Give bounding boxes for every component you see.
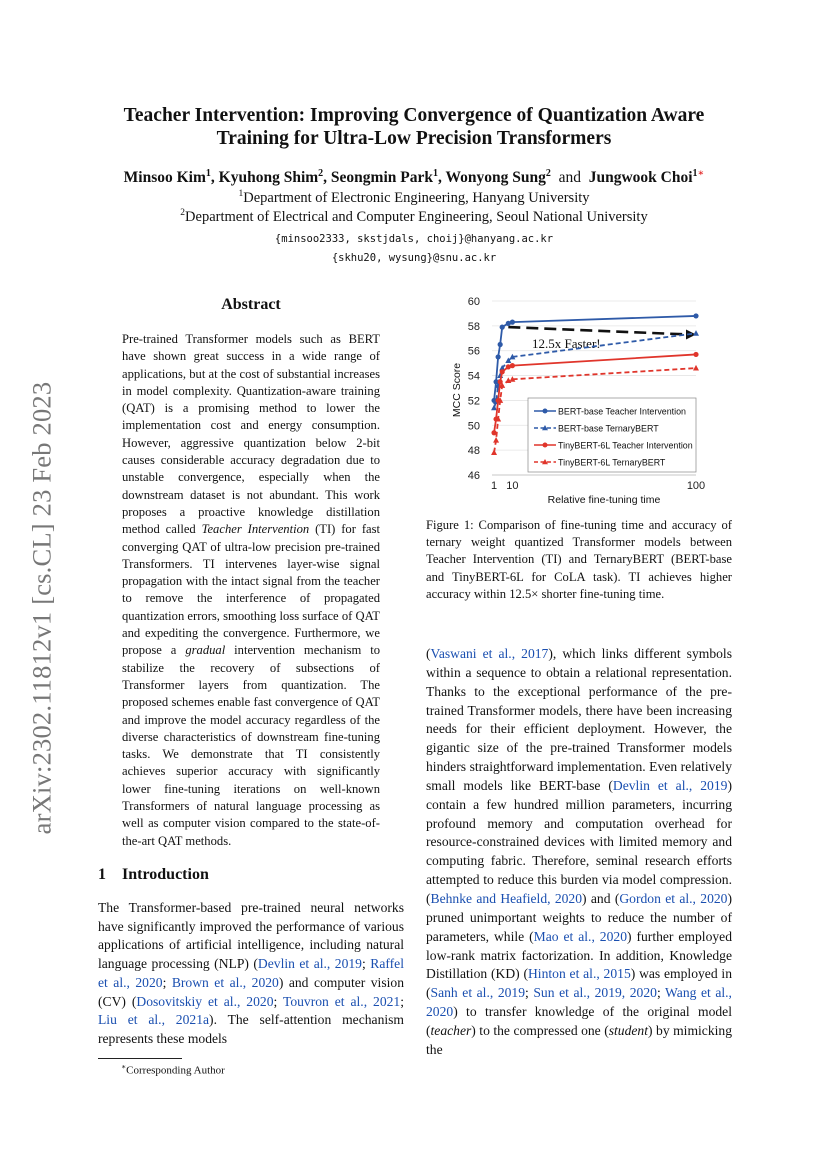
data-point [693, 330, 699, 336]
y-tick-label: 58 [467, 320, 480, 333]
legend-label: TinyBERT-6L TernaryBERT [558, 457, 666, 468]
body-text: ) and ( [582, 890, 620, 906]
author-list [60, 168, 768, 187]
emphasis-text: teacher [430, 1022, 472, 1038]
author: Minsoo Kim$^1$, [123, 168, 219, 187]
x-tick-label: 1 [490, 480, 498, 492]
citation-link[interactable]: Liu et al., 2021a [98, 1012, 210, 1028]
legend-label: BERT-base Teacher Intervention [558, 406, 686, 417]
body-text: ) to transfer knowledge of the original model ( [426, 1004, 732, 1038]
author: Jungwook Choi$^{1∗}$ [588, 168, 705, 187]
introduction-paragraph [98, 899, 404, 1049]
series-line [494, 316, 696, 401]
author: Wonyong Sung$^2$ [445, 168, 551, 187]
x-tick-label: 100 [686, 480, 706, 492]
y-tick-label: 54 [467, 370, 480, 383]
data-point [498, 342, 503, 347]
footnote-rule [98, 1058, 182, 1059]
y-tick-label: 56 [467, 345, 480, 358]
arxiv-sidebar-stamp [22, 368, 62, 848]
body-text: ; [656, 985, 666, 1001]
citation-link[interactable]: Hinton et al., 2015 [527, 966, 631, 982]
citation-link[interactable]: Devlin et al., 2019 [612, 777, 728, 793]
data-point [693, 365, 699, 371]
email-line-2: {skhu20, wysung}@snu.ac.kr [331, 252, 497, 264]
data-point [493, 437, 499, 443]
body-text: ; [400, 993, 404, 1009]
figure-1-caption: Figure 1: Comparison of fine-tuning time and accuracy of ternary weight quantized Transformer models between Teacher Intervention (TI) and TernaryBERT (BERT-base and TinyBERT-6L for CoLA task). TI achieves higher accuracy within 12.5× shorter fine-tuning time. [426, 518, 732, 601]
y-tick-label: 48 [467, 445, 480, 458]
legend-label: TinyBERT-6L Teacher Intervention [558, 440, 693, 451]
footnote: ∗Corresponding Author [121, 1062, 225, 1077]
title-line-2: Training for Ultra-Low Precision Transformers [216, 128, 612, 149]
y-tick-label: 50 [467, 420, 480, 433]
body-text: ; [273, 993, 283, 1009]
citation-link[interactable]: Touvron et al., 2021 [282, 993, 401, 1009]
data-point [693, 352, 698, 357]
body-text: ) contain a few hundred million parameters, incurring profound memory and computation overhead for resource-constrained devices with limited memory and computing fabric. Therefore, seminal research efforts attempted to reduce this burden via model compression. ( [426, 777, 732, 906]
y-tick-label: 60 [467, 296, 480, 308]
data-point [496, 354, 501, 359]
corresponding-mark[interactable]: ∗ [697, 168, 705, 179]
abstract-heading: Abstract [221, 296, 281, 313]
body-text: ) by mimicking the [426, 1022, 732, 1057]
data-point [491, 405, 497, 411]
body-text: ). The self-attention mechanism represents these models [98, 1012, 405, 1046]
section-number: 1 [98, 866, 106, 883]
body-text: ) pruned unimportant weights to reduce the number of parameters, while ( [426, 890, 732, 944]
data-point [693, 313, 698, 318]
body-text: ), which links different symbols within a sequence to obtain a relational representation. Thanks to the exceptional performance of the pre-trained Transformer models, there have been increasing needs for their efficient deployment. However, the gigantic size of the pre-trained Transformer models hinders straightforward implementation. Even relatively small models like BERT-base ( [426, 646, 732, 793]
body-text: ( [426, 646, 431, 661]
data-point [510, 320, 515, 325]
body-text: ) to the compressed one ( [471, 1022, 609, 1038]
body-text: ) and computer vision (CV) ( [98, 974, 404, 1009]
citation-link[interactable]: Vaswani et al., 2017 [430, 646, 549, 661]
title-line-1: Teacher Intervention: Improving Convergence of Quantization Aware [123, 105, 705, 126]
citation-link[interactable]: Brown et al., 2020 [171, 974, 279, 990]
y-tick-label: 46 [467, 470, 480, 482]
citation-link[interactable]: Sanh et al., 2019 [430, 985, 526, 1001]
legend-swatch-marker [543, 443, 548, 448]
citation-link[interactable]: Behnke and Heafield, 2020 [430, 890, 583, 906]
author: Seongmin Park$^1$, [330, 168, 446, 187]
speedup-arrow-line [508, 327, 690, 334]
citation-link[interactable]: Raffel et al., 2020 [98, 956, 404, 990]
legend-label: BERT-base TernaryBERT [558, 423, 659, 434]
x-axis-label: Relative fine-tuning time [547, 494, 661, 506]
and-word: and [558, 169, 581, 187]
abstract-body: Pre-trained Transformer models such as BERT have shown great success in a wide range of applications, but at the cost of substantial increases in model complexity. Quantization-aware training (QAT) is a promising method to lower the implementation cost and energy consumption. However, aggressive quantization below 2-bit causes considerable accuracy degradation due to unstable convergence, especially when the downstream dataset is not abundant. This work proposes a proactive knowledge distillation method called Teacher Intervention (TI) for fast converging QAT of ultra-low precision pre-trained Transformers. TI intervenes layer-wise signal propagation with the intact signal from the teacher to remove the interference of propagated quantization errors, smoothing loss surface of QAT and expediting the convergence. Furthermore, we propose a gradual intervention mechanism to stabilize the recovery of subsections of Transformer layers from quantization. The proposed schemes enable fast convergence of QAT and improve the model accuracy regardless of the diverse characteristics of downstream fine-tuning tasks. We demonstrate that TI consistently achieves superior accuracy with significantly lower fine-tuning iterations on well-known Transformers of natural language processing as well as computer vision compared to the state-of-the-art QAT methods. [122, 332, 381, 848]
data-point [500, 325, 505, 330]
y-tick-label: 52 [467, 395, 480, 408]
affiliation-1: $^1$Department of Electronic Engineering, Hanyang University [238, 189, 590, 206]
legend-swatch-marker [543, 409, 548, 414]
body-text: ; [162, 974, 172, 990]
x-tick-label: 10 [506, 480, 519, 492]
body-text: The Transformer-based pre-trained neural networks have significantly improved the performance of various applications of artificial intelligence, including natural language processing (NLP) ( [98, 900, 404, 972]
citation-link[interactable]: Sun et al., 2019, 2020 [533, 985, 657, 1001]
arxiv-id: arXiv:2302.11812v1 [cs.CL] 23 Feb 2023 [26, 381, 57, 835]
figure-1-chart [452, 292, 728, 506]
paper-title [60, 104, 768, 150]
section-heading-introduction [98, 866, 209, 884]
body-text: ) further employed low-rank matrix factorization. In addition, Knowledge Distillation (KD) ( [426, 928, 732, 982]
y-axis-label: MCC Score [451, 362, 463, 418]
data-point [500, 369, 505, 374]
emphasis-text: student [608, 1022, 649, 1038]
introduction-continued-paragraph [426, 645, 732, 1060]
body-text: ) was employed in ( [426, 966, 732, 1001]
citation-link[interactable]: Gordon et al., 2020 [619, 890, 728, 906]
body-text: ; [525, 985, 534, 1001]
affiliation-2: $^2$Department of Electrical and Computer Engineering, Seoul National University [180, 208, 648, 225]
email-line-1: {minsoo2333, skstjdals, choij}@hanyang.ac.kr [274, 233, 554, 245]
citation-link[interactable]: Wang et al., 2020 [426, 985, 732, 1020]
citation-link[interactable]: Devlin et al., 2019 [257, 956, 362, 972]
section-title: Introduction [122, 866, 209, 883]
mcc-score-chart [452, 292, 728, 506]
speedup-annotation: 12.5x Faster! [532, 336, 601, 351]
author: Kyuhong Shim$^2$, [218, 168, 331, 187]
citation-link[interactable]: Mao et al., 2020 [533, 928, 627, 944]
data-point [510, 363, 515, 368]
body-text: ; [361, 956, 371, 972]
citation-link[interactable]: Dosovitskiy et al., 2020 [136, 993, 274, 1009]
